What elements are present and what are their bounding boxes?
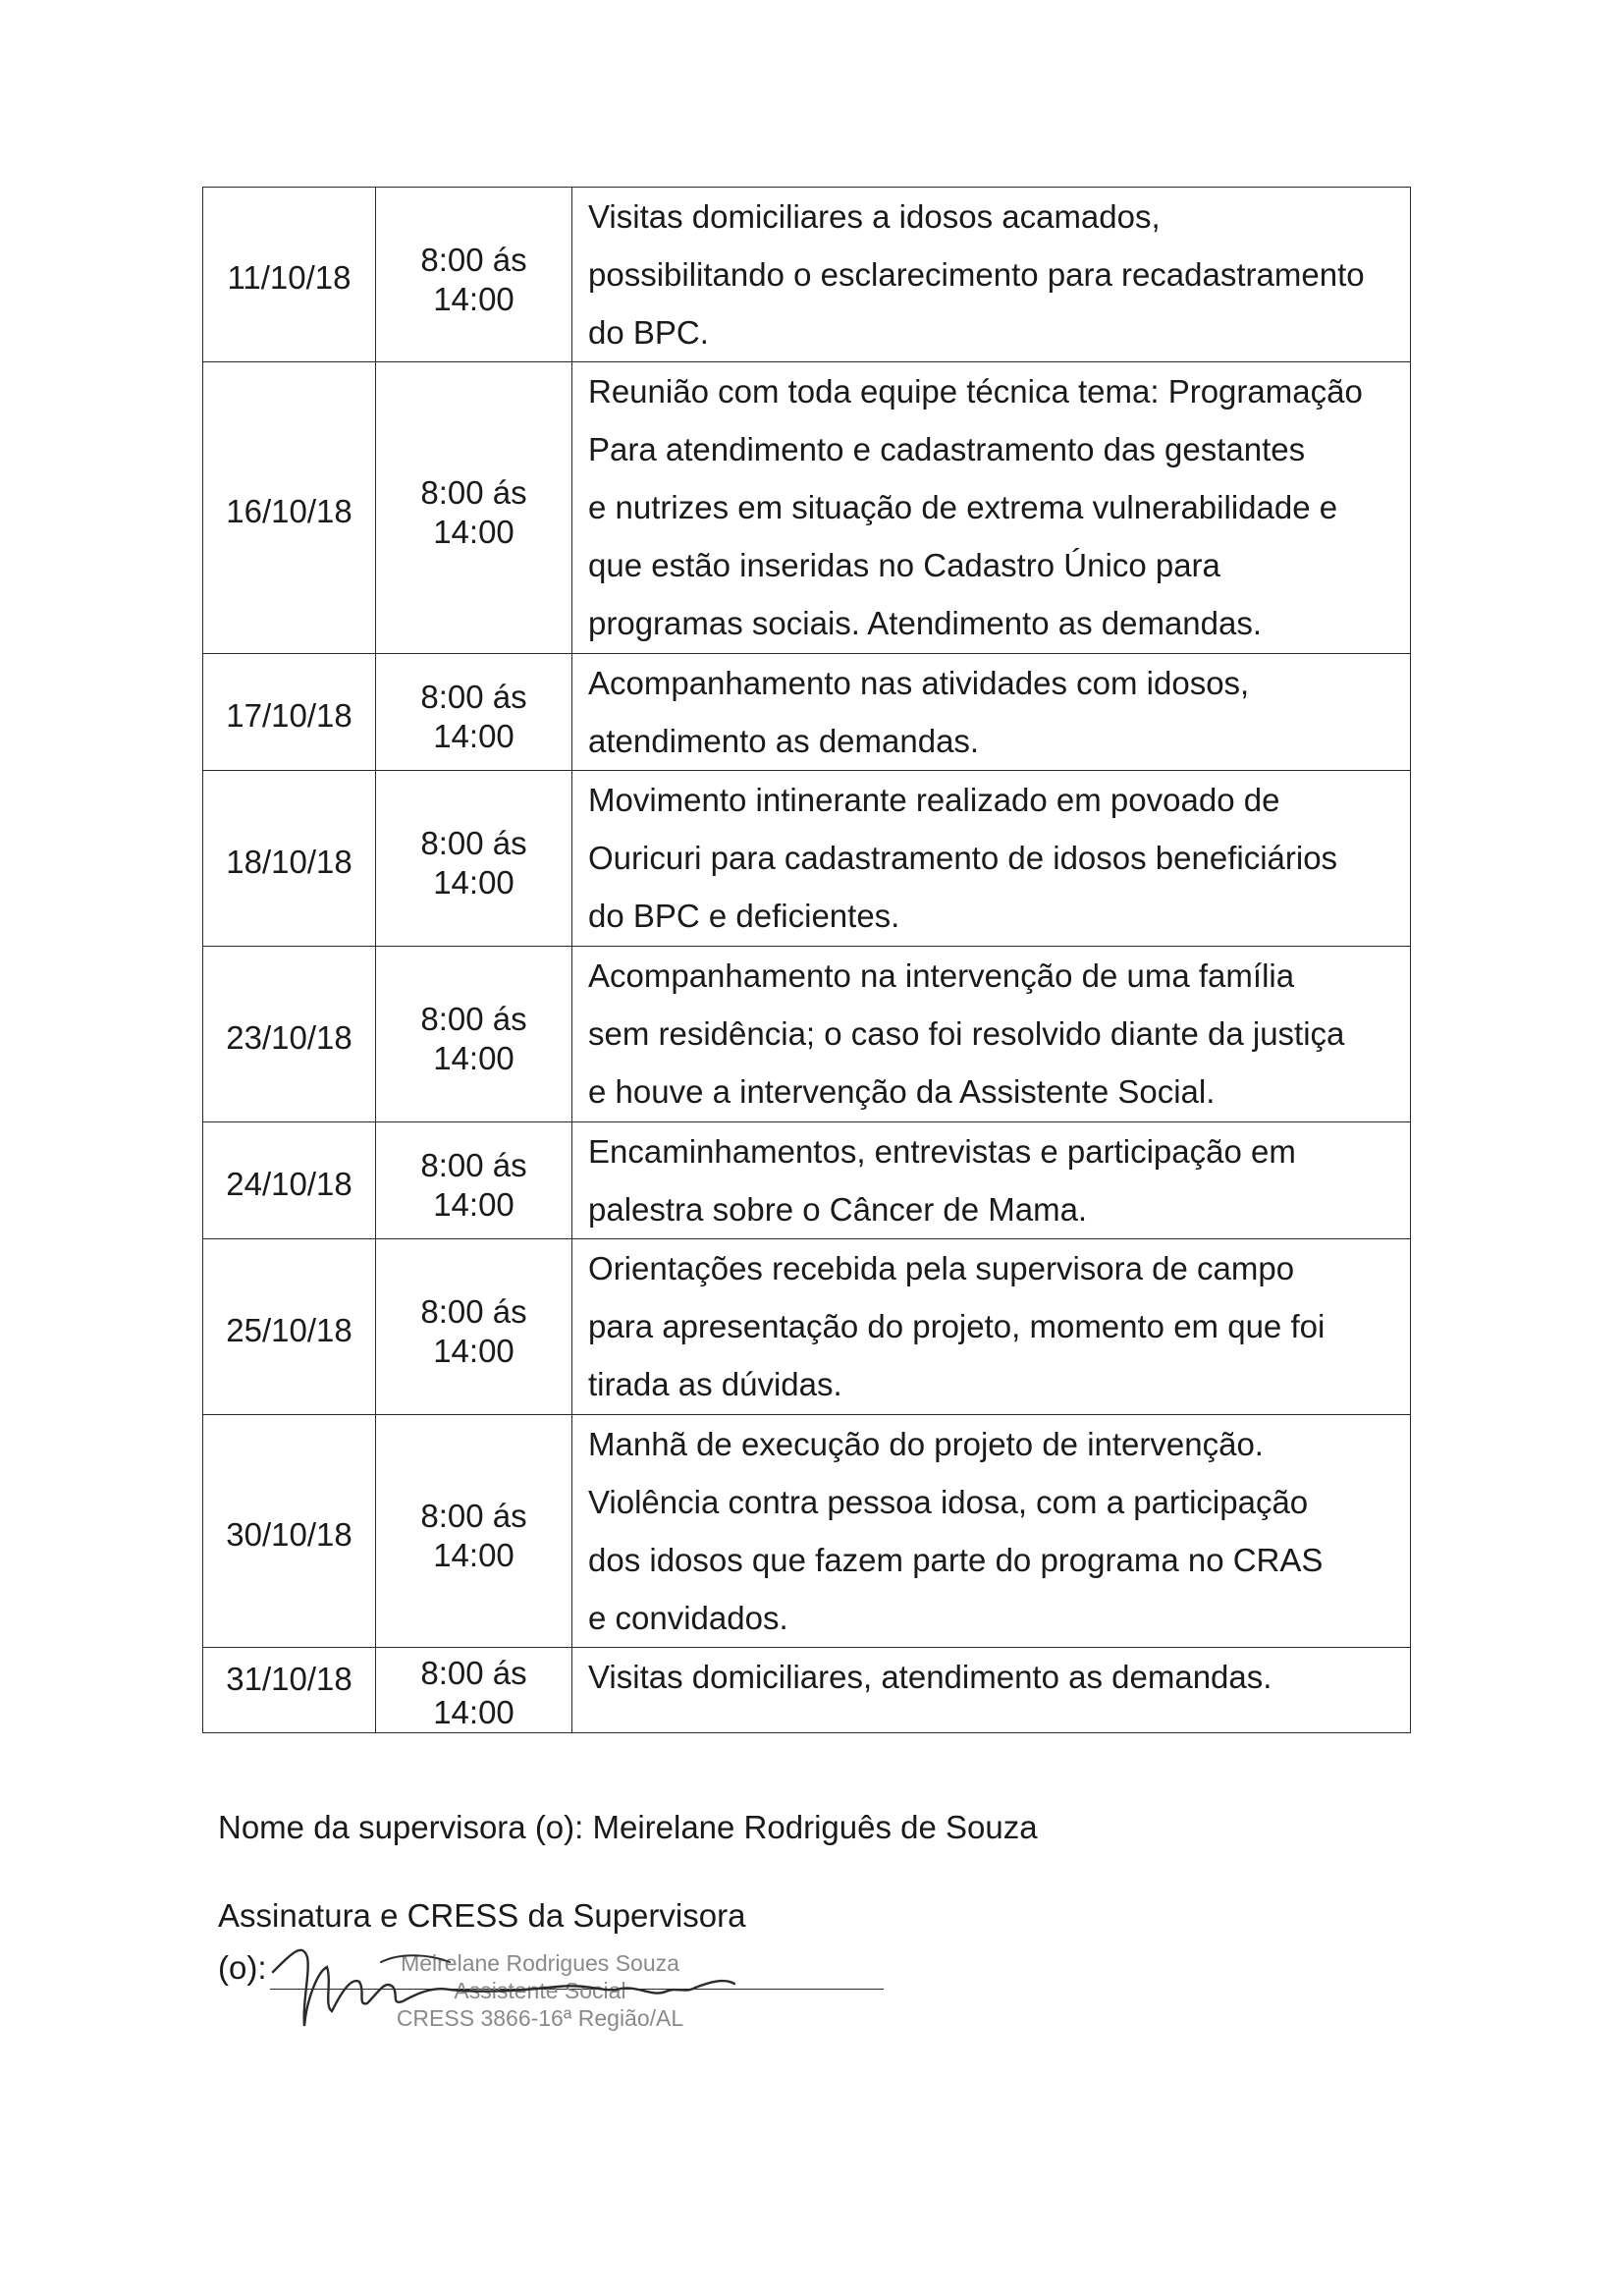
table-row bbox=[203, 1648, 1411, 1733]
stamp-registry: CRESS 3866-16ª Região/AL bbox=[396, 2005, 684, 2031]
stamp-name: Meirelane Rodrigues Souza bbox=[401, 1950, 679, 1976]
table-row bbox=[203, 1415, 1411, 1648]
date-cell: 17/10/18 bbox=[203, 654, 376, 771]
activity-cell: Manhã de execução do projeto de intervenção. Violência contra pessoa idosa, com a participação dos idosos que fazem parte do programa no CRAS e convidados. bbox=[572, 1415, 1411, 1648]
date-cell: 30/10/18 bbox=[203, 1415, 376, 1648]
handwritten-signature-icon bbox=[263, 1933, 813, 2050]
time-cell: 8:00 ás 14:00 bbox=[376, 947, 572, 1122]
date-cell: 31/10/18 bbox=[203, 1648, 376, 1733]
time-cell: 8:00 ás 14:00 bbox=[376, 188, 572, 362]
time-cell: 8:00 ás 14:00 bbox=[376, 1648, 572, 1733]
activity-cell: Visitas domiciliares a idosos acamados, possibilitando o esclarecimento para recadastramento do BPC. bbox=[572, 188, 1411, 362]
date-cell: 24/10/18 bbox=[203, 1122, 376, 1239]
table-row bbox=[203, 362, 1411, 654]
date-cell: 11/10/18 bbox=[203, 188, 376, 362]
table-row bbox=[203, 654, 1411, 771]
activity-cell: Acompanhamento nas atividades com idosos, atendimento as demandas. bbox=[572, 654, 1411, 771]
signature-label: Assinatura e CRESS da Supervisora bbox=[218, 1897, 746, 1934]
date-cell: 16/10/18 bbox=[203, 362, 376, 654]
activity-cell: Encaminhamentos, entrevistas e participação em palestra sobre o Câncer de Mama. bbox=[572, 1122, 1411, 1239]
signature-prefix: (o): bbox=[218, 1949, 267, 1986]
date-cell: 25/10/18 bbox=[203, 1239, 376, 1415]
supervisor-name-line: Nome da supervisora (o): Meirelane Rodriguês de Souza bbox=[218, 1809, 1038, 1845]
table-row bbox=[203, 947, 1411, 1122]
date-cell: 18/10/18 bbox=[203, 771, 376, 947]
activity-cell: Reunião com toda equipe técnica tema: Programação Para atendimento e cadastramento das gestantes e nutrizes em situação de extrema vulnerabilidade e que estão inseridas no Cadastro Único para programas sociais. Atendimento as demandas. bbox=[572, 362, 1411, 654]
table-row bbox=[203, 1122, 1411, 1239]
time-cell: 8:00 ás 14:00 bbox=[376, 1239, 572, 1415]
table-row bbox=[203, 188, 1411, 362]
stamp-role: Assistente Social bbox=[454, 1978, 626, 2003]
table-row bbox=[203, 1239, 1411, 1415]
activity-cell: Movimento intinerante realizado em povoado de Ouricuri para cadastramento de idosos beneficiários do BPC e deficientes. bbox=[572, 771, 1411, 947]
time-cell: 8:00 ás 14:00 bbox=[376, 654, 572, 771]
time-cell: 8:00 ás 14:00 bbox=[376, 1122, 572, 1239]
activity-cell: Visitas domiciliares, atendimento as demandas. bbox=[572, 1648, 1411, 1733]
time-cell: 8:00 ás 14:00 bbox=[376, 362, 572, 654]
activity-cell: Acompanhamento na intervenção de uma família sem residência; o caso foi resolvido diante da justiça e houve a intervenção da Assistente Social. bbox=[572, 947, 1411, 1122]
time-cell: 8:00 ás 14:00 bbox=[376, 1415, 572, 1648]
time-cell: 8:00 ás 14:00 bbox=[376, 771, 572, 947]
date-cell: 23/10/18 bbox=[203, 947, 376, 1122]
activity-log-table bbox=[202, 187, 1411, 1733]
activity-cell: Orientações recebida pela supervisora de campo para apresentação do projeto, momento em que foi tirada as dúvidas. bbox=[572, 1239, 1411, 1415]
table-row bbox=[203, 771, 1411, 947]
